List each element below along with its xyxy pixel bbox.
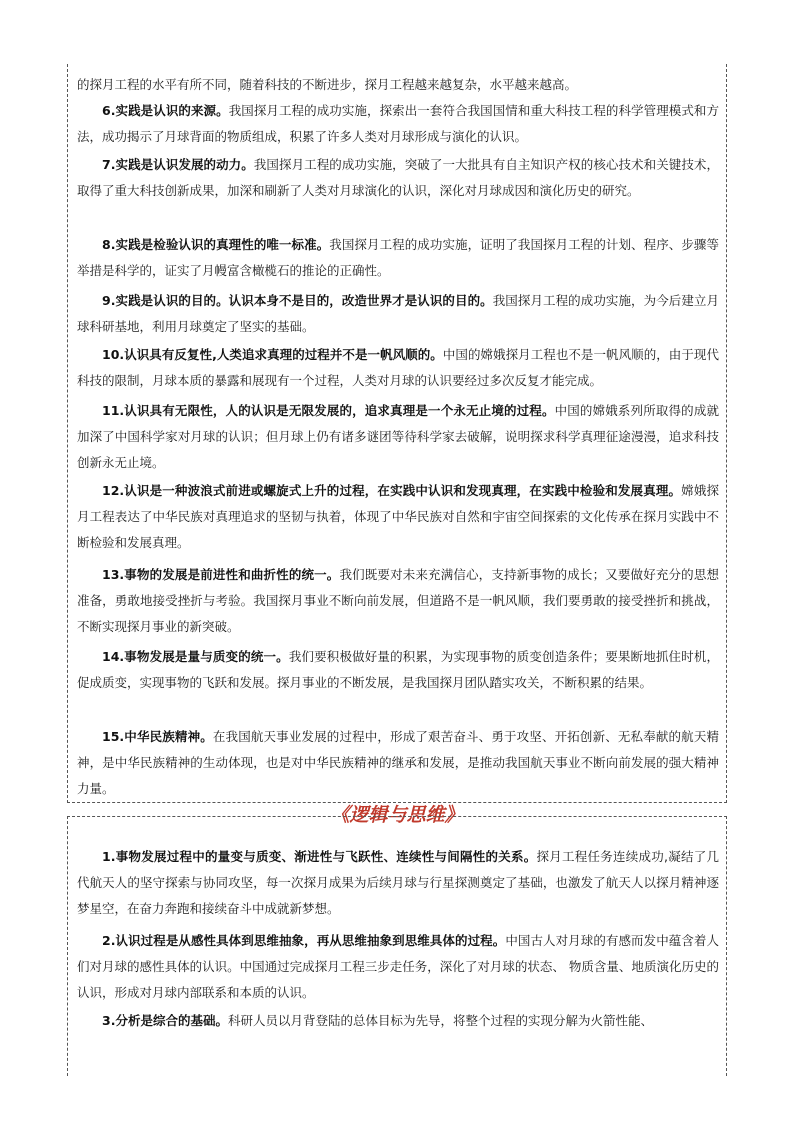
paragraph-point-15: 15.中华民族精神。在我国航天事业发展的过程中，形成了艰苦奋斗、勇于攻坚、开拓创新、无私奉献的航天精神，是中华民族精神的生动体现，也是对中华民族精神的继承和发展，是推动我国航天事业不断向前发展的强大精神力量。 (77, 729, 719, 796)
paragraph-point-7: 7.实践是认识发展的动力。我国探月工程的成功实施，突破了一大批具有自主知识产权的核心技术和关键技术，取得了重大科技创新成果，加深和刷新了人类对月球演化的认识，深化对月球成因和演化历史的研究。 (77, 157, 719, 198)
paragraph-point-6: 6.实践是认识的来源。我国探月工程的成功实施，探索出一套符合我国国情和重大科技工程的科学管理模式和方法，成功揭示了月球背面的物质组成，积累了许多人类对月球形成与演化的认识。 (77, 103, 719, 144)
paragraph-point-11: 11.认识具有无限性，人的认识是无限发展的，追求真理是一个永无止境的过程。中国的嫦娥系列所取得的成就加深了中国科学家对月球的认识；但月球上仍有诸多谜团等待科学家去破解，说明探求科学真理征途漫漫，追求科技创新永无止境。 (77, 403, 719, 470)
paragraph-logic-point-3: 3.分析是综合的基础。科研人员以月背登陆的总体目标为先导，将整个过程的实现分解为火箭性能、 (102, 1013, 653, 1028)
paragraph-point-14: 14.事物发展是量与质变的统一。我们要积极做好量的积累，为实现事物的质变创造条件；要果断地抓住时机，促成质变，实现事物的飞跃和发展。探月事业的不断发展，是我国探月团队踏实攻关，不断积累的结果。 (77, 649, 719, 690)
paragraph-logic-point-2: 2.认识过程是从感性具体到思维抽象，再从思维抽象到思维具体的过程。中国古人对月球的有感而发中蕴含着人们对月球的感性具体的认识。中国通过完成探月工程三步走任务，深化了对月球的状态、 物质含量、地质演化历史的认识，形成对月球内部联系和本质的认识。 (77, 933, 719, 1000)
paragraph-point-8: 8.实践是检验认识的真理性的唯一标准。我国探月工程的成功实施，证明了我国探月工程的计划、程序、步骤等举措是科学的，证实了月幔富含橄榄石的推论的正确性。 (77, 237, 719, 278)
paragraph-logic-point-1: 1.事物发展过程中的量变与质变、渐进性与飞跃性、连续性与间隔性的关系。探月工程任务连续成功,凝结了几代航天人的坚守探索与协同攻坚，每一次探月成果为后续月球与行星探测奠定了基础，也激发了航天人以探月精神逐梦星空，在奋力奔跑和接续奋斗中成就新梦想。 (77, 849, 719, 916)
paragraph-point-10: 10.认识具有反复性,人类追求真理的过程并不是一帆风顺的。中国的嫦娥探月工程也不是一帆风顺的，由于现代科技的限制，月球本质的暴露和展现有一个过程，人类对月球的认识要经过多次反复才能完成。 (77, 347, 719, 388)
paragraph-point-9: 9.实践是认识的目的。认识本身不是目的，改造世界才是认识的目的。我国探月工程的成功实施，为今后建立月球科研基地，利用月球奠定了坚实的基础。 (77, 293, 719, 334)
paragraph-point-12: 12.认识是一种波浪式前进或螺旋式上升的过程，在实践中认识和发现真理，在实践中检验和发展真理。嫦娥探月工程表达了中华民族对真理追求的坚韧与执着，体现了中华民族对自然和宇宙空间探索的文化传承在探月实践中不断检验和发展真理。 (77, 483, 719, 550)
paragraph-continuation: 的探月工程的水平有所不同，随着科技的不断进步，探月工程越来越复杂，水平越来越高。 (77, 77, 578, 92)
paragraph-point-13: 13.事物的发展是前进性和曲折性的统一。我们既要对未来充满信心，支持新事物的成长；又要做好充分的思想准备，勇敢地接受挫折与考验。我国探月事业不断向前发展，但道路不是一帆风顺，我们要勇敢的接受挫折和挑战，不断实现探月事业的新突破。 (77, 567, 719, 634)
section-title-logic-thinking: 《逻辑与思维》 (330, 804, 464, 826)
